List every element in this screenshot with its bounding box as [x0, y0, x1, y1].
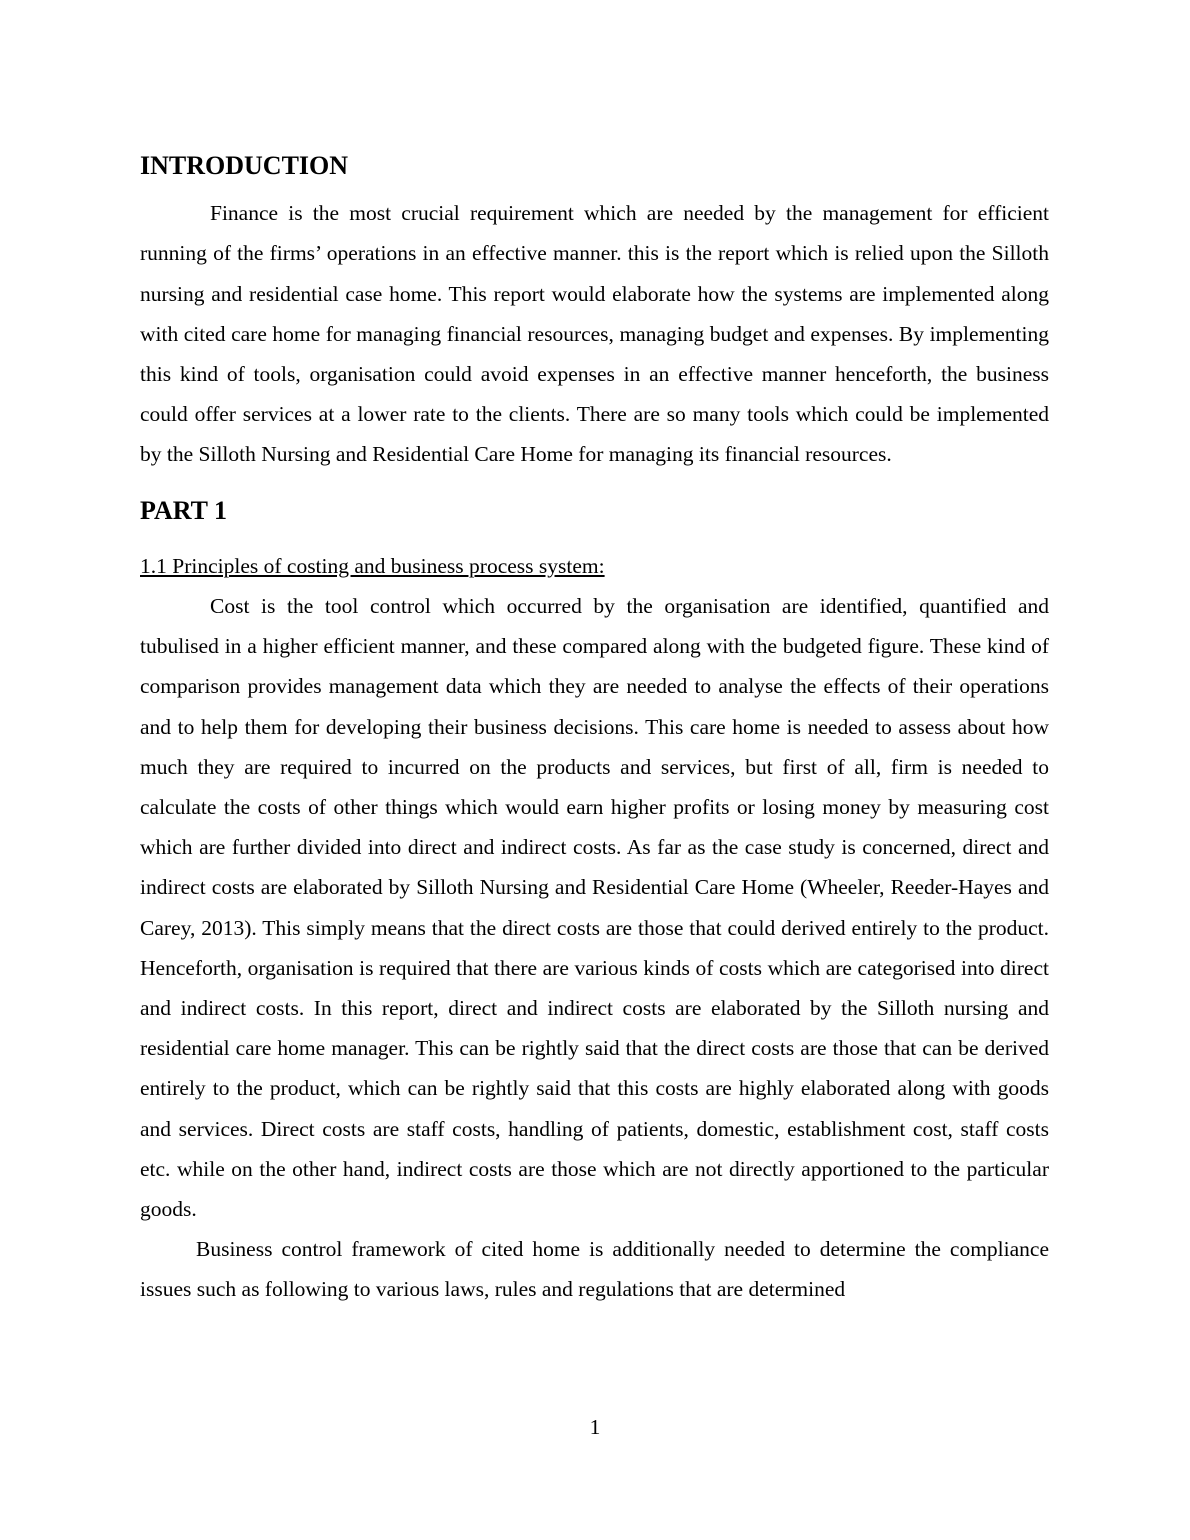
document-page [140, 150, 1049, 1310]
intro-paragraph: Finance is the most crucial requirement which are needed by the management for efficient running of the firms’ operations in an effective manner. this is the report which is relied upon the Silloth nursing and residential case home. This report would elaborate how the systems are implemented along with cited care home for managing financial resources, managing budget and expenses. By implementing this kind of tools, organisation could avoid expenses in an effective manner henceforth, the business could offer services at a lower rate to the clients. There are so many tools which could be implemented by the Silloth Nursing and Residential Care Home for managing its financial resources. [140, 201, 1049, 467]
part-heading: PART 1 [140, 495, 227, 525]
page-number: 1 [589, 1415, 601, 1439]
section-heading: 1.1 Principles of costing and business process system: [140, 553, 605, 578]
section-paragraph-1: Cost is the tool control which occurred by the organisation are identified, quantified and tubulised in a higher efficient manner, and these compared along with the budgeted figure. These kind of comparison provides management data which they are needed to analyse the effects of their operations and to help them for developing their business decisions. This care home is needed to assess about how much they are required to incurred on the products and services, but first of all, firm is needed to calculate the costs of other things which would earn higher profits or losing money by measuring cost which are further divided into direct and indirect costs. As far as the case study is concerned, direct and indirect costs are elaborated by Silloth Nursing and Residential Care Home (Wheeler, Reeder-Hayes and Carey, 2013). This simply means that the direct costs are those that could derived entirely to the product. Henceforth, organisation is required that there are various kinds of costs which are categorised into direct and indirect costs. In this report, direct and indirect costs are elaborated by the Silloth nursing and residential care home manager. This can be rightly said that the direct costs are those that can be derived entirely to the product, which can be rightly said that this costs are highly elaborated along with goods and services. Direct costs are staff costs, handling of patients, domestic, establishment cost, staff costs etc. while on the other hand, indirect costs are those which are not directly apportioned to the particular goods. [140, 594, 1049, 1222]
intro-heading: INTRODUCTION [140, 151, 349, 180]
section-paragraph-2: Business control framework of cited home is additionally needed to determine the compliance issues such as following to various laws, rules and regulations that are determined [140, 1237, 1049, 1302]
